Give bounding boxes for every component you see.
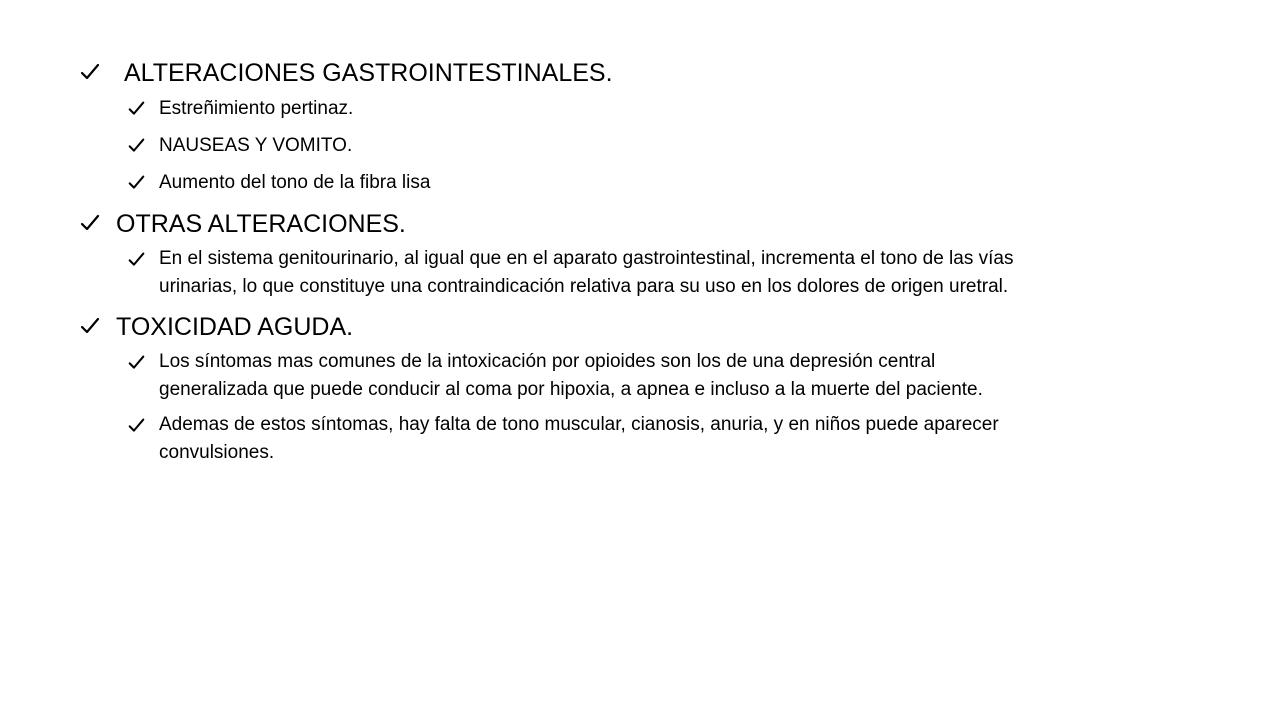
- check-mark-icon: [80, 316, 100, 336]
- bullet-list: [80, 58, 1040, 474]
- check-mark-icon: [128, 100, 145, 117]
- list-item: [80, 131, 1040, 161]
- check-mark-icon: [128, 137, 145, 154]
- section-heading-gastrointestinal: [80, 58, 1040, 88]
- list-item-text: Ademas de estos síntomas, hay falta de tono muscular, cianosis, anuria, y en niños puede aparecer convulsiones.: [159, 414, 999, 463]
- section-heading-toxicidad: [80, 312, 1040, 342]
- list-item: [80, 168, 1040, 198]
- section-heading-text: ALTERACIONES GASTROINTESTINALES.: [124, 59, 613, 87]
- list-item: [80, 348, 1040, 404]
- list-item-text: Estreñimiento pertinaz.: [159, 98, 354, 119]
- list-item-text: En el sistema genitourinario, al igual que en el aparato gastrointestinal, incrementa el tono de las vías urinarias, lo que constituye una contraindicación relativa para su uso en los dolores de origen uretral.: [159, 248, 1014, 297]
- list-item: [80, 245, 1040, 301]
- section-heading-text: OTRAS ALTERACIONES.: [116, 210, 406, 238]
- list-item-text: Aumento del tono de la fibra lisa: [159, 172, 431, 193]
- check-mark-icon: [128, 417, 145, 434]
- section-heading-otras: [80, 209, 1040, 239]
- check-mark-icon: [128, 174, 145, 191]
- list-item-text: NAUSEAS Y VOMITO.: [159, 135, 353, 156]
- section-heading-text: TOXICIDAD AGUDA.: [116, 313, 354, 341]
- check-mark-icon: [128, 251, 145, 268]
- list-item: [80, 94, 1040, 124]
- list-item-text: Los síntomas mas comunes de la intoxicación por opioides son los de una depresión central generalizada que puede conducir al coma por hipoxia, a apnea e incluso a la muerte del paciente.: [159, 351, 983, 400]
- check-mark-icon: [80, 213, 100, 233]
- check-mark-icon: [128, 354, 145, 371]
- check-mark-icon: [80, 62, 100, 82]
- list-item: [80, 411, 1040, 467]
